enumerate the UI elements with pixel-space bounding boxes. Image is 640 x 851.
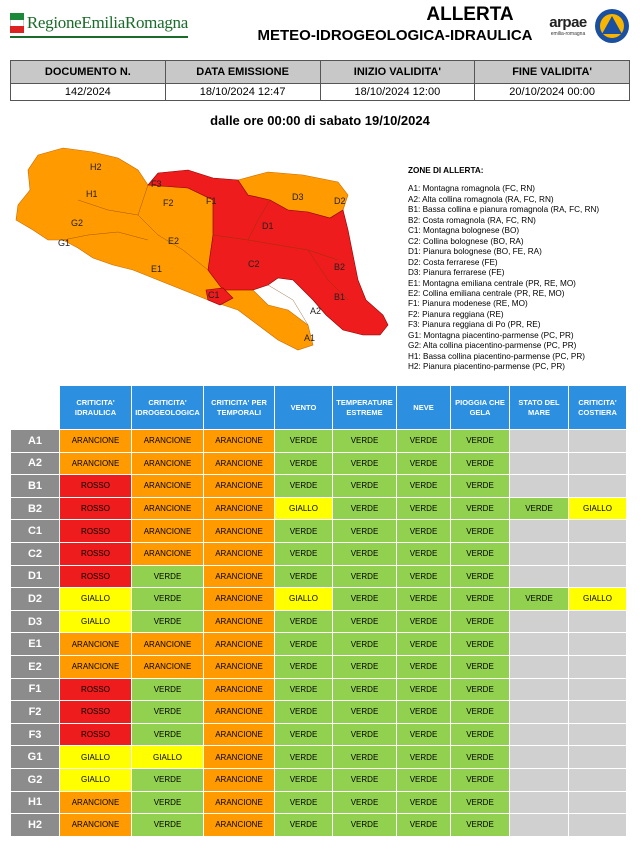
alert-level-cell: VERDE — [275, 430, 333, 453]
alert-level-cell: ROSSO — [60, 542, 132, 565]
alert-level-cell: ARANCIONE — [132, 633, 204, 656]
alert-level-cell: VERDE — [397, 655, 451, 678]
table-row — [11, 542, 627, 565]
map-label-f3: F3 — [151, 179, 162, 189]
alert-level-cell: ARANCIONE — [132, 655, 204, 678]
zone-cell: D2 — [11, 588, 60, 611]
alert-level-cell: VERDE — [275, 610, 333, 633]
alert-level-cell: ARANCIONE — [60, 452, 132, 475]
alert-level-cell — [510, 452, 569, 475]
map-label-h2: H2 — [90, 162, 102, 172]
alert-level-cell: ARANCIONE — [60, 791, 132, 814]
alert-level-cell — [510, 746, 569, 769]
alert-level-cell: ARANCIONE — [204, 430, 275, 453]
alert-level-cell: VERDE — [333, 678, 397, 701]
alert-level-cell — [510, 701, 569, 724]
alert-level-cell: VERDE — [333, 588, 397, 611]
alert-level-cell — [569, 768, 627, 791]
alert-zones-map — [8, 140, 400, 358]
alert-level-cell: VERDE — [333, 475, 397, 498]
alert-level-cell: VERDE — [451, 723, 510, 746]
alert-level-cell: ARANCIONE — [204, 497, 275, 520]
alert-level-cell: VERDE — [451, 701, 510, 724]
doc-start: 18/10/2024 12:00 — [320, 84, 475, 101]
zone-cell: C1 — [11, 520, 60, 543]
alert-level-cell: ARANCIONE — [204, 520, 275, 543]
map-label-c2: C2 — [248, 259, 260, 269]
table-row — [11, 475, 627, 498]
alert-level-cell: VERDE — [275, 768, 333, 791]
map-label-f1: F1 — [206, 196, 217, 206]
alert-level-cell: VERDE — [275, 475, 333, 498]
alert-level-cell — [569, 633, 627, 656]
alert-level-cell: VERDE — [132, 791, 204, 814]
alert-level-cell — [510, 633, 569, 656]
zone-legend-item: A1: Montagna romagnola (FC, RN) — [408, 184, 535, 194]
alert-level-cell: VERDE — [132, 588, 204, 611]
zone-cell: C2 — [11, 542, 60, 565]
doc-header-emission: DATA EMISSIONE — [165, 61, 320, 84]
col-temperature: TEMPERATURE ESTREME — [333, 386, 397, 430]
map-label-f2: F2 — [163, 198, 174, 208]
zone-cell: A1 — [11, 430, 60, 453]
zone-cell: D3 — [11, 610, 60, 633]
alert-level-cell: VERDE — [397, 610, 451, 633]
zone-cell: E2 — [11, 655, 60, 678]
alert-level-cell — [510, 768, 569, 791]
table-row — [11, 452, 627, 475]
alert-level-cell: VERDE — [451, 655, 510, 678]
alert-level-cell: GIALLO — [275, 497, 333, 520]
zone-cell: F1 — [11, 678, 60, 701]
alert-level-cell: VERDE — [132, 678, 204, 701]
alert-level-cell — [510, 565, 569, 588]
alert-level-cell: VERDE — [132, 768, 204, 791]
regione-logo-text: RegioneEmiliaRomagna — [26, 13, 188, 32]
table-row — [11, 723, 627, 746]
alert-level-cell: VERDE — [451, 430, 510, 453]
col-criticita-temporali: CRITICITA' PER TEMPORALI — [204, 386, 275, 430]
alert-level-cell: ROSSO — [60, 723, 132, 746]
alert-level-cell: VERDE — [333, 814, 397, 837]
zone-legend-item: H2: Pianura piacentino-parmense (PC, PR) — [408, 362, 565, 372]
zone-cell: B1 — [11, 475, 60, 498]
flag-icon — [10, 13, 24, 33]
alert-level-cell: ARANCIONE — [204, 814, 275, 837]
col-vento: VENTO — [275, 386, 333, 430]
alert-level-cell — [510, 520, 569, 543]
col-pioggia-gela: PIOGGIA CHE GELA — [451, 386, 510, 430]
alert-level-cell: VERDE — [275, 678, 333, 701]
arpae-logo: arpae emilia-romagna — [549, 14, 587, 37]
doc-header-end: FINE VALIDITA' — [475, 61, 630, 84]
alert-level-cell: VERDE — [451, 542, 510, 565]
alert-title: ALLERTA — [426, 4, 514, 25]
col-criticita-idraulica: CRITICITA' IDRAULICA — [60, 386, 132, 430]
alert-level-cell: VERDE — [451, 520, 510, 543]
alert-level-cell: GIALLO — [275, 588, 333, 611]
alert-level-cell: VERDE — [397, 542, 451, 565]
zone-cell: A2 — [11, 452, 60, 475]
alert-level-cell: VERDE — [333, 791, 397, 814]
alert-level-cell: VERDE — [510, 588, 569, 611]
zone-legend-item: F3: Pianura reggiana di Po (PR, RE) — [408, 320, 541, 330]
alert-level-cell — [510, 655, 569, 678]
alert-level-cell: VERDE — [397, 701, 451, 724]
validity-label: dalle ore 00:00 di sabato 19/10/2024 — [210, 113, 430, 128]
alert-level-cell — [510, 430, 569, 453]
alert-level-cell: VERDE — [132, 610, 204, 633]
alert-level-cell: VERDE — [451, 814, 510, 837]
alert-level-cell: ARANCIONE — [204, 723, 275, 746]
zone-legend-item: D2: Costa ferrarese (FE) — [408, 257, 498, 267]
alert-level-cell: VERDE — [275, 655, 333, 678]
alert-level-cell: VERDE — [397, 791, 451, 814]
alert-level-cell: ARANCIONE — [132, 452, 204, 475]
alert-level-cell: ARANCIONE — [132, 520, 204, 543]
alert-level-cell: ARANCIONE — [204, 768, 275, 791]
alert-level-cell: VERDE — [275, 565, 333, 588]
table-corner — [11, 386, 60, 430]
alert-level-cell: VERDE — [451, 610, 510, 633]
table-row — [11, 610, 627, 633]
doc-header-start: INIZIO VALIDITA' — [320, 61, 475, 84]
zone-legend-item: E2: Collina emiliana centrale (PR, RE, MO) — [408, 288, 565, 298]
zone-legend-item: F1: Pianura modenese (RE, MO) — [408, 299, 528, 309]
alert-level-cell: VERDE — [132, 565, 204, 588]
alert-level-cell: VERDE — [451, 768, 510, 791]
map-label-c1: C1 — [208, 290, 220, 300]
alert-level-cell: ROSSO — [60, 520, 132, 543]
zone-legend-item: B1: Bassa collina e pianura romagnola (RA, FC, RN) — [408, 205, 600, 215]
zone-cell: F3 — [11, 723, 60, 746]
alert-level-cell — [569, 565, 627, 588]
map-label-d1: D1 — [262, 221, 274, 231]
alert-level-cell: GIALLO — [569, 497, 627, 520]
table-row — [11, 588, 627, 611]
alert-level-cell: VERDE — [451, 565, 510, 588]
alert-level-cell: VERDE — [510, 497, 569, 520]
alert-level-cell: GIALLO — [132, 746, 204, 769]
alert-level-cell — [569, 452, 627, 475]
alert-level-cell — [510, 542, 569, 565]
alert-level-cell — [510, 791, 569, 814]
alert-level-cell: VERDE — [275, 746, 333, 769]
alert-level-cell: GIALLO — [60, 746, 132, 769]
alert-level-cell: VERDE — [333, 701, 397, 724]
alert-level-cell: ARANCIONE — [204, 542, 275, 565]
zone-cell: G2 — [11, 768, 60, 791]
alert-level-cell: VERDE — [333, 430, 397, 453]
alert-level-cell: VERDE — [451, 452, 510, 475]
alert-level-cell — [569, 520, 627, 543]
alert-subtitle: METEO-IDROGEOLOGICA-IDRAULICA — [257, 27, 533, 44]
alert-level-cell: ARANCIONE — [204, 633, 275, 656]
alert-level-cell: ROSSO — [60, 475, 132, 498]
alert-level-cell — [569, 678, 627, 701]
table-row — [11, 791, 627, 814]
alert-level-cell: VERDE — [333, 497, 397, 520]
alert-level-cell: VERDE — [397, 452, 451, 475]
zone-cell: D1 — [11, 565, 60, 588]
col-criticita-costiera: CRITICITA' COSTIERA — [569, 386, 627, 430]
regione-logo — [10, 12, 188, 34]
alert-level-cell: ROSSO — [60, 565, 132, 588]
alert-level-cell: ARANCIONE — [204, 452, 275, 475]
zone-legend-item: D3: Pianura ferrarese (FE) — [408, 268, 505, 278]
alert-level-cell: VERDE — [397, 430, 451, 453]
alert-level-cell: ARANCIONE — [60, 430, 132, 453]
table-row — [11, 565, 627, 588]
alert-level-cell: VERDE — [333, 723, 397, 746]
alert-level-cell: VERDE — [333, 655, 397, 678]
map-label-d2: D2 — [334, 196, 346, 206]
alert-level-cell: ARANCIONE — [204, 678, 275, 701]
zone-legend-item: F2: Pianura reggiana (RE) — [408, 309, 504, 319]
alert-table — [10, 385, 627, 837]
alert-level-cell: VERDE — [451, 746, 510, 769]
alert-level-cell: ROSSO — [60, 678, 132, 701]
alert-level-cell: VERDE — [397, 588, 451, 611]
alert-level-cell: ARANCIONE — [60, 633, 132, 656]
zone-legend-item: A2: Alta collina romagnola (RA, FC, RN) — [408, 194, 554, 204]
zone-legend-item: B2: Costa romagnola (RA, FC, RN) — [408, 215, 536, 225]
alert-level-cell: VERDE — [132, 814, 204, 837]
table-row — [11, 655, 627, 678]
alert-level-cell: ARANCIONE — [204, 565, 275, 588]
alert-level-cell: ARANCIONE — [60, 655, 132, 678]
alert-level-cell: ARANCIONE — [204, 475, 275, 498]
alert-level-cell: VERDE — [397, 768, 451, 791]
table-row — [11, 430, 627, 453]
zone-cell: G1 — [11, 746, 60, 769]
alert-level-cell: VERDE — [397, 723, 451, 746]
alert-level-cell: VERDE — [275, 723, 333, 746]
zone-legend-item: H1: Bassa collina piacentino-parmense (PC, PR) — [408, 351, 586, 361]
map-label-a1: A1 — [304, 333, 316, 343]
zone-legend-item: C2: Collina bolognese (BO, RA) — [408, 236, 524, 246]
alert-level-cell: VERDE — [275, 814, 333, 837]
table-row — [11, 520, 627, 543]
zone-cell: B2 — [11, 497, 60, 520]
map-label-e2: E2 — [168, 236, 180, 246]
alert-level-cell — [569, 475, 627, 498]
alert-level-cell — [569, 814, 627, 837]
table-row — [11, 497, 627, 520]
map-label-b1: B1 — [334, 292, 346, 302]
alert-level-cell: VERDE — [132, 723, 204, 746]
alert-level-cell — [569, 791, 627, 814]
map-label-g2: G2 — [71, 218, 84, 228]
alert-level-cell — [569, 655, 627, 678]
document-info-table — [10, 60, 630, 101]
map-label-d3: D3 — [292, 192, 304, 202]
doc-header-number: DOCUMENTO N. — [11, 61, 166, 84]
alert-level-cell — [569, 701, 627, 724]
alert-level-cell: VERDE — [333, 633, 397, 656]
alert-level-cell: VERDE — [333, 768, 397, 791]
zone-cell: H2 — [11, 814, 60, 837]
col-criticita-idrogeologica: CRITICITA' IDROGEOLOGICA — [132, 386, 204, 430]
alert-level-cell: VERDE — [451, 588, 510, 611]
alert-level-cell: VERDE — [397, 746, 451, 769]
alert-level-cell: VERDE — [333, 520, 397, 543]
alert-level-cell: VERDE — [333, 542, 397, 565]
alert-level-cell: VERDE — [275, 633, 333, 656]
table-row — [11, 701, 627, 724]
alert-level-cell: ARANCIONE — [204, 701, 275, 724]
zone-cell: E1 — [11, 633, 60, 656]
alert-level-cell — [569, 610, 627, 633]
alert-level-cell: VERDE — [132, 701, 204, 724]
alert-level-cell — [510, 610, 569, 633]
alert-level-cell: VERDE — [451, 475, 510, 498]
col-neve: NEVE — [397, 386, 451, 430]
map-label-g1: G1 — [58, 238, 71, 248]
alert-level-cell: VERDE — [275, 791, 333, 814]
alert-level-cell: VERDE — [397, 814, 451, 837]
alert-level-cell: GIALLO — [60, 610, 132, 633]
alert-level-cell — [569, 746, 627, 769]
alert-level-cell: VERDE — [451, 678, 510, 701]
alert-level-cell — [510, 678, 569, 701]
alert-level-cell: VERDE — [451, 497, 510, 520]
alert-level-cell: VERDE — [397, 565, 451, 588]
alert-level-cell: ARANCIONE — [204, 791, 275, 814]
zone-cell: F2 — [11, 701, 60, 724]
alert-level-cell: ARANCIONE — [132, 430, 204, 453]
alert-level-cell — [510, 814, 569, 837]
alert-level-cell: VERDE — [397, 520, 451, 543]
table-row — [11, 768, 627, 791]
alert-level-cell: ROSSO — [60, 497, 132, 520]
alert-level-cell: GIALLO — [60, 588, 132, 611]
alert-level-cell: ROSSO — [60, 701, 132, 724]
alert-level-cell — [569, 430, 627, 453]
table-row — [11, 633, 627, 656]
alert-level-cell: VERDE — [397, 633, 451, 656]
alert-level-cell: ARANCIONE — [204, 746, 275, 769]
doc-end: 20/10/2024 00:00 — [475, 84, 630, 101]
zone-legend-item: G2: Alta collina piacentino-parmense (PC, PR) — [408, 341, 577, 351]
table-row — [11, 814, 627, 837]
map-label-a2: A2 — [310, 306, 322, 316]
alert-level-cell: ARANCIONE — [204, 588, 275, 611]
map-label-e1: E1 — [151, 264, 163, 274]
alert-level-cell: VERDE — [275, 542, 333, 565]
alert-level-cell: VERDE — [275, 520, 333, 543]
alert-level-cell: VERDE — [275, 701, 333, 724]
doc-number: 142/2024 — [11, 84, 166, 101]
zone-legend-item: D1: Pianura bolognese (BO, FE, RA) — [408, 247, 542, 257]
alert-level-cell: GIALLO — [569, 588, 627, 611]
alert-level-cell — [510, 723, 569, 746]
alert-level-cell: VERDE — [397, 678, 451, 701]
alert-level-cell — [569, 723, 627, 746]
alert-level-cell: VERDE — [333, 746, 397, 769]
table-row — [11, 678, 627, 701]
alert-level-cell — [569, 542, 627, 565]
alert-level-cell: ARANCIONE — [204, 655, 275, 678]
col-stato-mare: STATO DEL MARE — [510, 386, 569, 430]
zone-cell: H1 — [11, 791, 60, 814]
alert-level-cell: VERDE — [333, 565, 397, 588]
alert-level-cell: VERDE — [451, 791, 510, 814]
zone-legend-item: G1: Montagna piacentino-parmense (PC, PR) — [408, 330, 574, 340]
zone-legend-item: C1: Montagna bolognese (BO) — [408, 226, 520, 236]
map-label-h1: H1 — [86, 189, 98, 199]
zones-legend — [408, 166, 638, 373]
alert-level-cell: VERDE — [397, 475, 451, 498]
alert-level-cell: ARANCIONE — [204, 610, 275, 633]
table-row — [11, 746, 627, 769]
alert-level-cell: VERDE — [397, 497, 451, 520]
doc-emission: 18/10/2024 12:47 — [165, 84, 320, 101]
map-label-b2: B2 — [334, 262, 346, 272]
alert-level-cell: VERDE — [451, 633, 510, 656]
alert-level-cell: GIALLO — [60, 768, 132, 791]
protezione-civile-icon — [594, 8, 630, 44]
alert-level-cell: ARANCIONE — [132, 542, 204, 565]
zones-title: ZONE DI ALLERTA: — [408, 166, 484, 175]
alert-level-cell: VERDE — [275, 452, 333, 475]
alert-level-cell: ARANCIONE — [132, 497, 204, 520]
alert-level-cell: ARANCIONE — [132, 475, 204, 498]
alert-level-cell — [510, 475, 569, 498]
alert-level-cell: VERDE — [333, 452, 397, 475]
alert-level-cell: VERDE — [333, 610, 397, 633]
alert-level-cell: ARANCIONE — [60, 814, 132, 837]
zone-legend-item: E1: Montagna emiliana centrale (PR, RE, MO) — [408, 278, 576, 288]
